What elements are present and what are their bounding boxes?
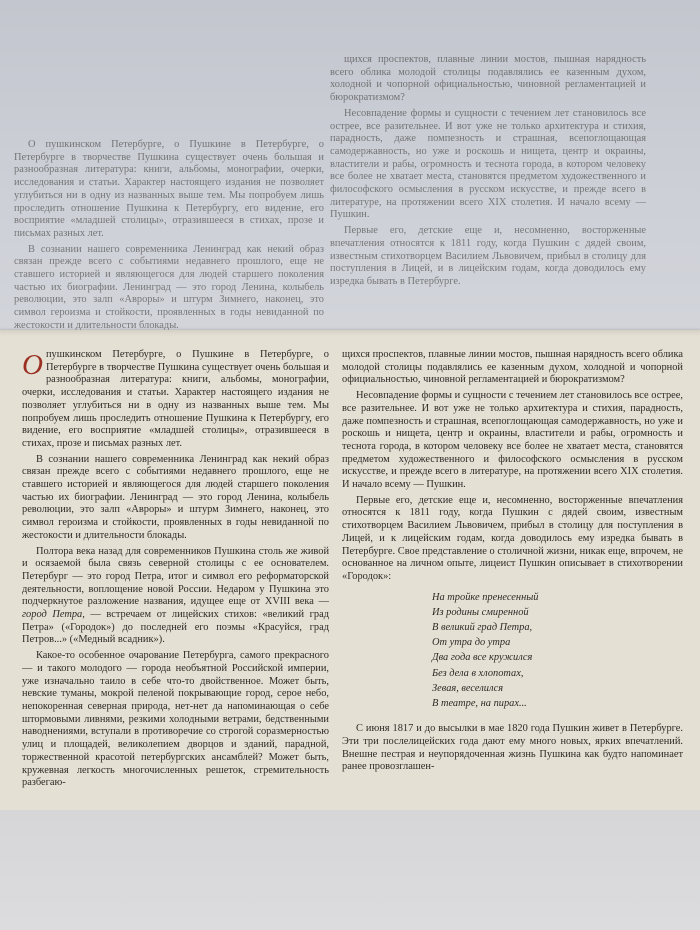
verse-line: Два года все кружился: [432, 652, 533, 664]
verse-line: В театре, на пирах...: [432, 698, 527, 710]
paragraph-text: Полтора века назад для современников Пушкина столь же живой и осязаемой была связь северной столицы с ее основателем. Петербург — это город Петра, итог и символ его реформаторской деятельности, воплощение новой России. Недаром у Пушкина это подчеркнутое разложение названия, идущее еще от XVIII века —: [22, 545, 329, 608]
show-through-paragraph: щихся проспектов, плавные линии мостов, пышная нарядность всего облика молодой столицы подавлялись ее казенным духом, холодной и чопорной официальностью, чиновной регламентацией и бюрократизмом?: [330, 54, 646, 104]
paragraph: Какое-то особенное очарование Петербурга, самого прекрасного — и такого молодого — города необъятной Российской империи, уже изначально таило в себе что-то двойственное. Может быть, невские туманы, мокрой пеленой покрывающие город, серое небо, непокоренная северная природа, нет-нет да напоминающая о себе штормовыми ливнями, резкими холодными ветрами, бедственными наводнениями, вступали в противоречие со строгой соразмерностью улиц и площадей, великолепием дворцов и зданий, парадной, торжественной красотой петербургских ансамблей? Может быть, кружевная легкость многочисленных решеток, стремительность разбегаю-: [22, 650, 329, 789]
show-through-right-column: [330, 54, 646, 292]
drop-cap: О: [22, 349, 43, 381]
paragraph: В сознании нашего современника Ленинград как некий образ связан прежде всего с событиями недавнего прошлого, еще не ставшего историей и являющегося для людей старшего поколения частью их биографии. Ленинград — это город Ленина, колыбель революции, это залп «Авроры» и штурм Зимнего, наконец, это символ героизма и стойкости, проявленных в годы невиданной по жестокости и длительности блокады.: [22, 453, 329, 541]
background-surface-bottom: [0, 810, 700, 930]
show-through-paragraph: О пушкинском Петербурге, о Пушкине в Петербурге, о Петербурге в творчестве Пушкина существует очень большая и разнообразная литература: книги, альбомы, монографии, очерки, исследования и статьи. Характер настоящего издания не позволяет углубиться ни в одну из названных выше тем. Мы попробуем лишь проследить отношение Пушкина к Петербургу, его видение, его восприятие «младшей столицы», отразившееся в стихах, прозе и письмах разных лет.: [14, 139, 324, 239]
verse-line: На тройке пренесенный: [432, 591, 539, 603]
italic-phrase: город Петра,: [22, 609, 85, 621]
show-through-paragraph: Первые его, детские еще и, несомненно, восторженные впечатления относятся к 1811 году, когда Пушкин с дядей своим, известным стихотворцем Василием Львовичем, прибыл в столицу для поступления в Лицей, и в лицейским годам, когда доводилось ему изредка бывать в Петербурге.: [330, 225, 646, 287]
show-through-page: [0, 0, 700, 330]
right-text-column: [342, 349, 683, 777]
paragraph: [22, 546, 329, 648]
show-through-left-column: [14, 139, 324, 330]
verse-line: В великий град Петра,: [432, 622, 533, 634]
verse-quote: [432, 590, 683, 712]
left-text-column: [22, 349, 329, 793]
verse-line: Из родины смиренной: [432, 606, 529, 618]
paragraph: С июня 1817 и до высылки в мае 1820 года Пушкин живет в Петербурге. Эти три послелицейских года дают ему много новых, ярких впечатлений. Внешне пестрая и неупорядоченная жизнь Пушкина как будто напоминает ранее провозглашен-: [342, 723, 683, 773]
opening-paragraph: [22, 349, 329, 451]
show-through-paragraph: В сознании нашего современника Ленинград как некий образ связан прежде всего с событиями недавнего прошлого, еще не ставшего историей и являющегося для людей старшего поколения частью их биографии. Ленинград — это город Ленина, колыбель революции, это залп «Авроры» и штурм Зимнего, наконец, это символ героизма и стойкости, проявленных в годы невиданной по жестокости и длительности блокады.: [14, 243, 324, 330]
paragraph: Первые его, детские еще и, несомненно, восторженные впечатления относятся к 1811 году, когда Пушкин с дядей своим, известным стихотворцем Василием Львовичем, прибыл в столицу для поступления в Лицей, и к лицейским годам, когда доводилось ему изредка бывать в Петербурге. Свое представление о столичной жизни, никак еще, впрочем, не основанное на личном опыте, лицеист Пушкин описывает в стихотворении «Городок»:: [342, 494, 683, 582]
page-edge-shadow: [0, 330, 700, 336]
paragraph: Несовпадение формы и сущности с течением лет становилось все острее, все разительнее. И вот уже не только архитектура и стихия, парадность, даже помпезность и страшная, всепоглощающая самодержавность, но уже и роскошь и нищета, центр и окраины, властители и рабы, огромность и теснота города, в котором человеку все более не хватает места, становятся предметом художественного и философского осмысления в русском искусстве, и прежде всего в литературе, на протяжении всего XIX столетия. И начало всему — Пушкин.: [342, 390, 683, 491]
paragraph-text: пушкинском Петербурге, о Пушкине в Петербурге, о Петербурге в творчестве Пушкина существует очень большая и разнообразная литература: книги, альбомы, монографии, очерки, исследования и статьи. Характер настоящего издания не позволяет углубиться ни в одну из названных выше тем. Мы попробуем лишь проследить отношение Пушкина к Петербургу, его видение, его восприятие «младшей столицы», отразившееся в стихах, прозе и письмах разных лет.: [22, 349, 329, 449]
verse-line: От утра до утра: [432, 637, 511, 649]
verse-line: Без дела в хлопотах,: [432, 667, 524, 679]
paragraph-text: — встречаем от лицейских стихов: «великий град Петра» («Городок») до последней его поэмы «Красуйся, град Петров...» («Медный всадник»).: [22, 609, 329, 646]
paragraph: щихся проспектов, плавные линии мостов, пышная нарядность всего облика молодой столицы подавлялись ее казенным духом, холодной и чопорной официальностью, чиновной регламентацией и бюрократизмом?: [342, 349, 683, 386]
show-through-paragraph: Несовпадение формы и сущности с течением лет становилось все острее, все разительнее. И вот уже не только архитектура и стихия, парадность, даже помпезность и страшная, всепоглощающая самодержавность, но уже и роскошь и нищета, центр и окраины, властители и рабы, огромность и теснота города, в котором человеку все более не хватает места, становятся предметом художественного и философского осмысления в русском искусстве, и прежде всего в литературе, на протяжении всего XIX столетия. И начало всему — Пушкин.: [330, 107, 646, 221]
verse-line: Зевая, веселился: [432, 682, 504, 694]
